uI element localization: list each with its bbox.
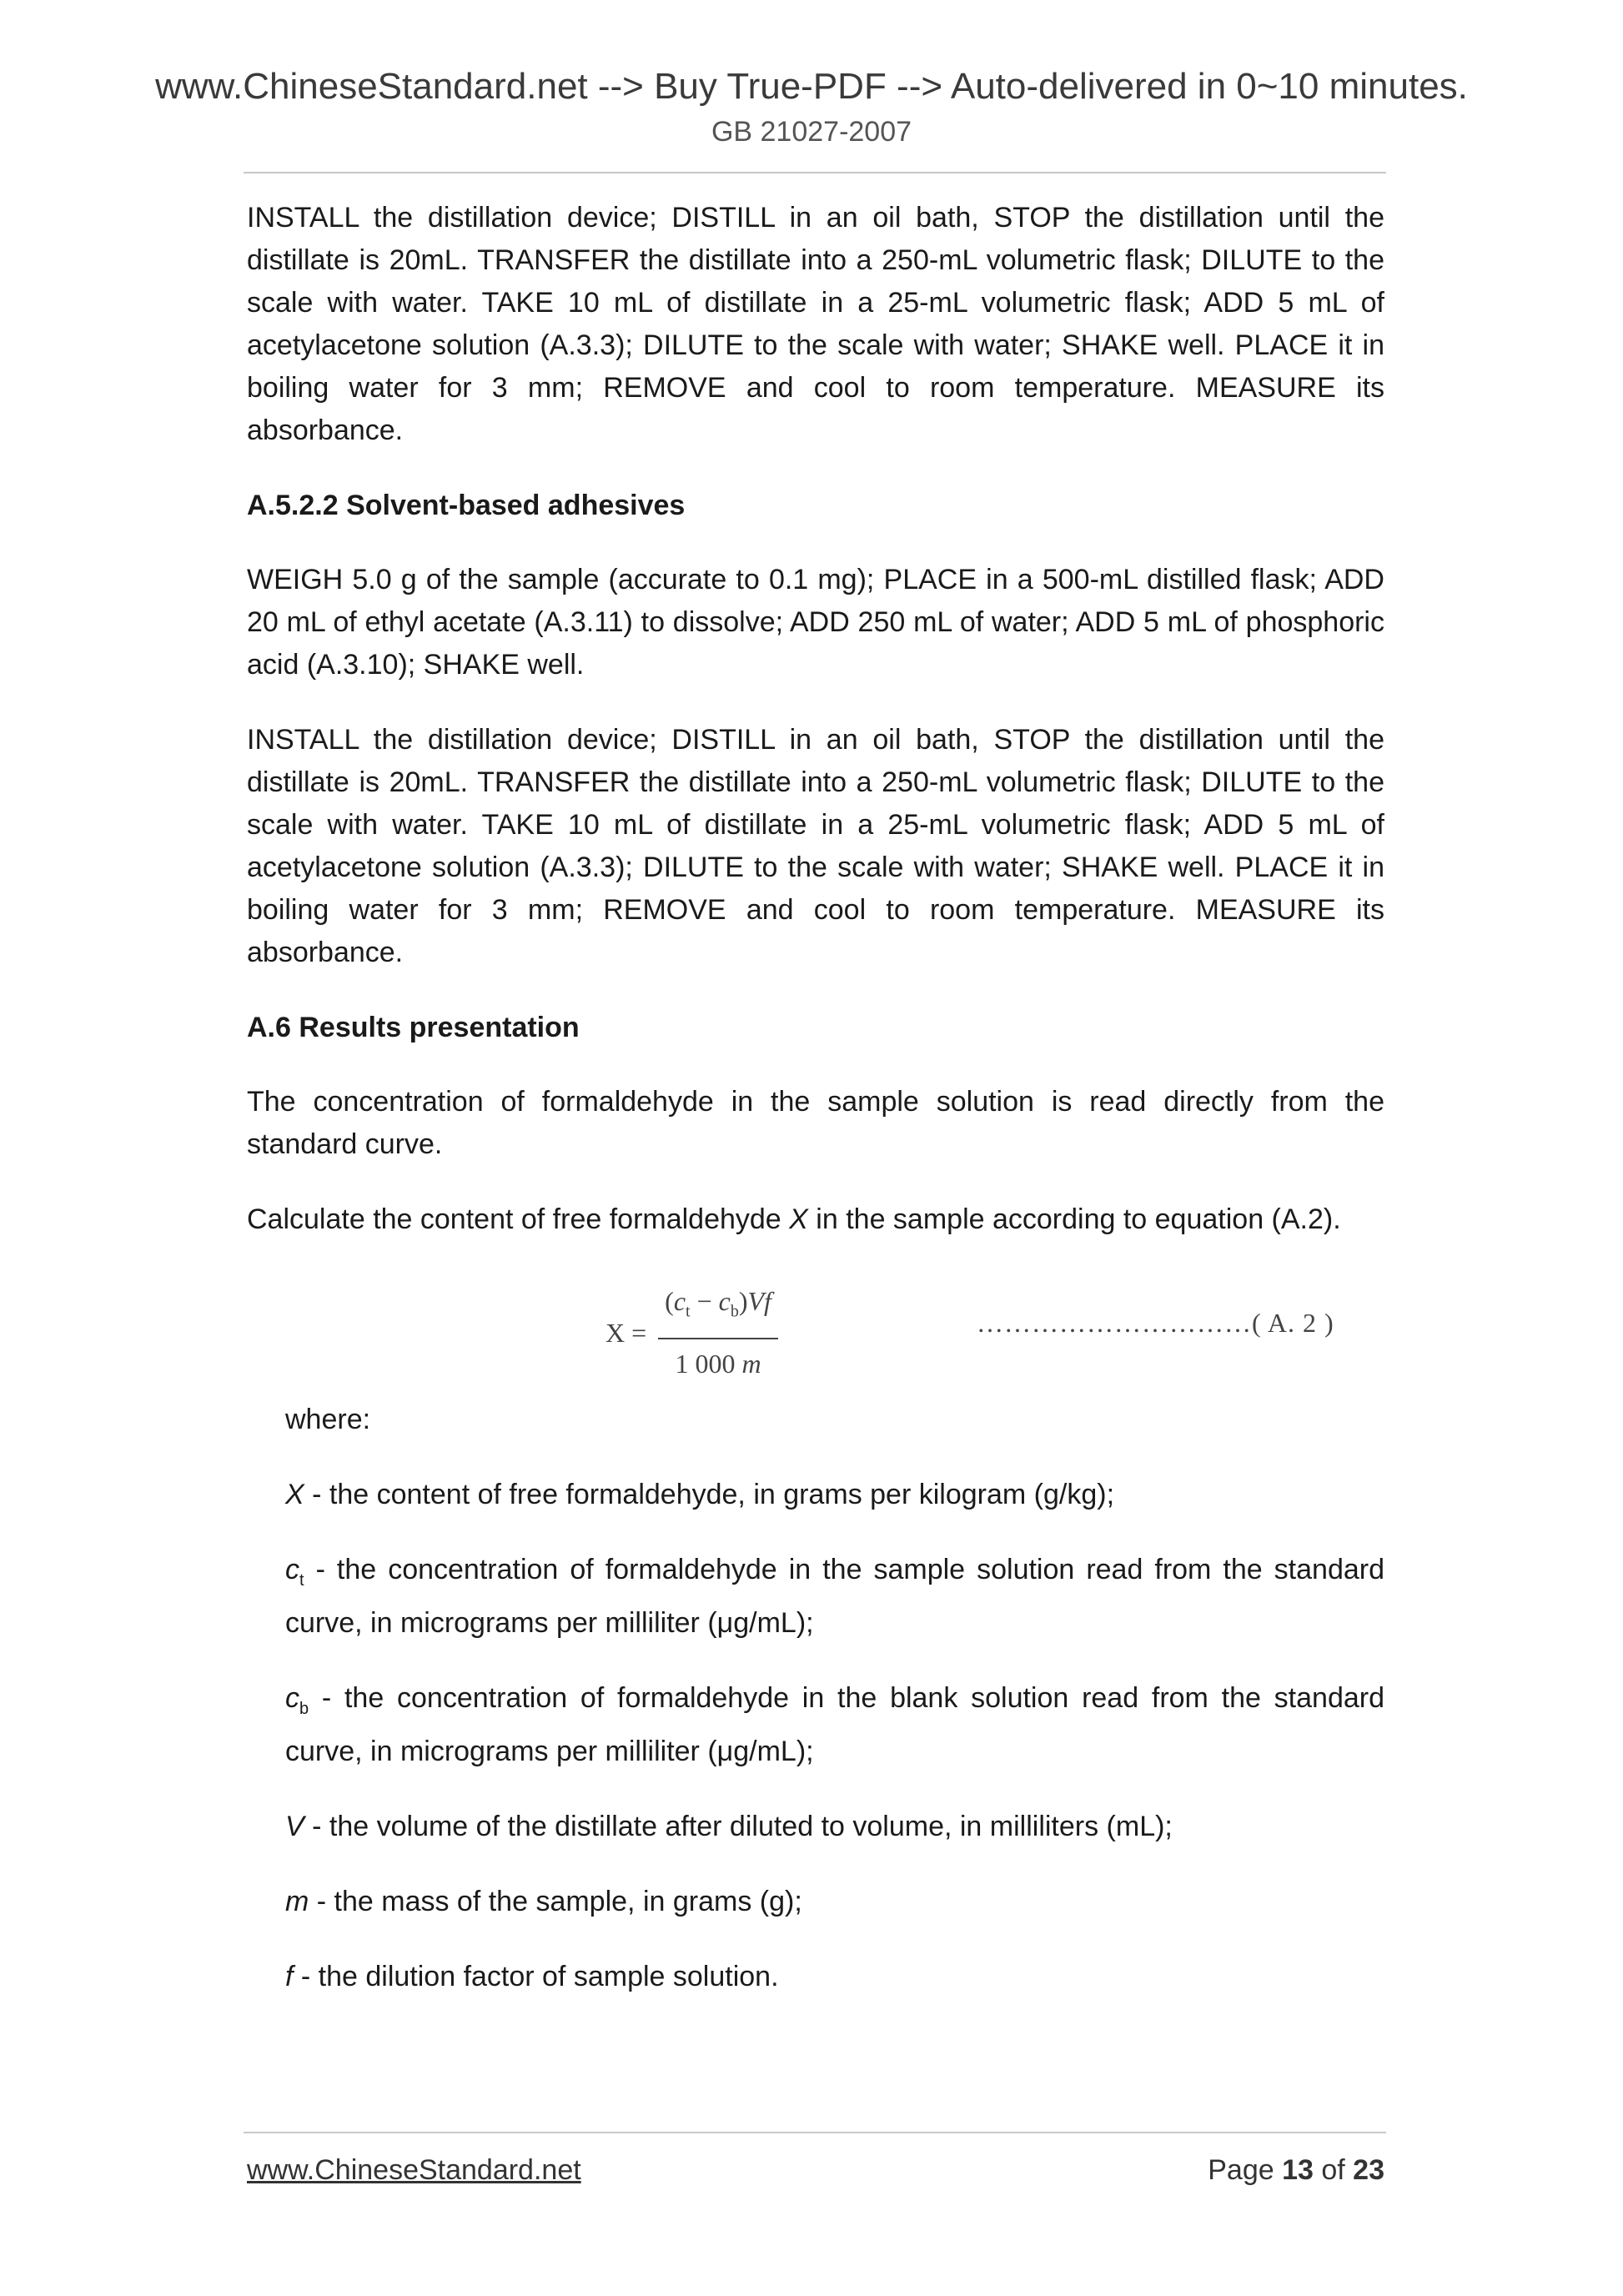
footer-divider <box>244 2132 1386 2133</box>
paragraph-distillation-2: INSTALL the distillation device; DISTILL in an oil bath, STOP the distillation until the distillate is 20mL. TRANSFER the distillate into a 250-mL volumetric flask; DILUTE to the scale with water. TAKE 10 mL of distillate in a 25-mL volumetric flask; ADD 5 mL of acetylacetone solution (A.3.3); DILUTE to the scale with water; SHAKE well. PLACE it in boiling water for 3 mm; REMOVE and cool to room temperature. MEASURE its absorbance. <box>247 724 1384 968</box>
variable-definitions <box>285 1399 1384 1998</box>
page-footer <box>247 2150 1384 2190</box>
formula-denominator: 1 000 m <box>675 1349 761 1379</box>
footer-site-link[interactable]: www.ChineseStandard.net <box>247 2154 581 2186</box>
standard-number: GB 21027-2007 <box>711 116 912 148</box>
equation-number: …………………………( A. 2 ) <box>977 1308 1334 1338</box>
formula: X = $\frac{(c_t - c_b)Vf}{1 000 m}$ <box>605 1280 778 1385</box>
section-heading-a6: A.6 Results presentation <box>247 1012 580 1043</box>
definition-x: X - the content of free formaldehyde, in grams per kilogram (g/kg); <box>285 1479 1115 1510</box>
paragraph-standard-curve: The concentration of formaldehyde in the sample solution is read directly from the standard curve. <box>247 1086 1384 1160</box>
formula-numerator: $(c_t - c_b)Vf$ <box>658 1280 778 1339</box>
page-header <box>0 63 1623 152</box>
equation-a2 <box>247 1274 1384 1379</box>
paragraph-calculate: Calculate the content of free formaldehyde X in the sample according to equation (A.2). <box>247 1203 1341 1235</box>
header-divider <box>244 172 1386 173</box>
definition-f: f - the dilution factor of sample solution. <box>285 1960 779 1992</box>
paragraph-distillation-1: INSTALL the distillation device; DISTILL in an oil bath, STOP the distillation until the distillate is 20mL. TRANSFER the distillate into a 250-mL volumetric flask; DILUTE to the scale with water. TAKE 10 mL of distillate in a 25-mL volumetric flask; ADD 5 mL of acetylacetone solution (A.3.3); DILUTE to the scale with water; SHAKE well. PLACE it in boiling water for 3 mm; REMOVE and cool to room temperature. MEASURE its absorbance. <box>247 202 1384 446</box>
definition-v: V - the volume of the distillate after diluted to volume, in milliliters (mL); <box>285 1810 1173 1842</box>
header-banner[interactable]: www.ChineseStandard.net --> Buy True-PDF --> Auto-delivered in 0~10 minutes. <box>155 66 1468 107</box>
definition-ct: $c_t$ - the concentration of formaldehyde in the sample solution read from the standard curve, in micrograms per milliliter (μg/mL); <box>285 1554 1384 1639</box>
document-body <box>247 197 1384 2031</box>
formula-fraction <box>658 1280 778 1385</box>
paragraph-weigh-sample: WEIGH 5.0 g of the sample (accurate to 0.1 mg); PLACE in a 500-mL distilled flask; ADD 20 mL of ethyl acetate (A.3.11) to dissolve; ADD 250 mL of water; ADD 5 mL of phosphoric acid (A.3.10); SHAKE well. <box>247 564 1384 681</box>
page-indicator: Page 13 of 23 <box>1208 2154 1384 2186</box>
section-heading-a522: A.5.2.2 Solvent-based adhesives <box>247 490 686 521</box>
definition-m: m - the mass of the sample, in grams (g); <box>285 1885 802 1917</box>
definition-cb: $c_b$ - the concentration of formaldehyde in the blank solution read from the standard curve, in micrograms per milliliter (μg/mL); <box>285 1681 1384 1767</box>
where-label: where: <box>285 1404 371 1435</box>
